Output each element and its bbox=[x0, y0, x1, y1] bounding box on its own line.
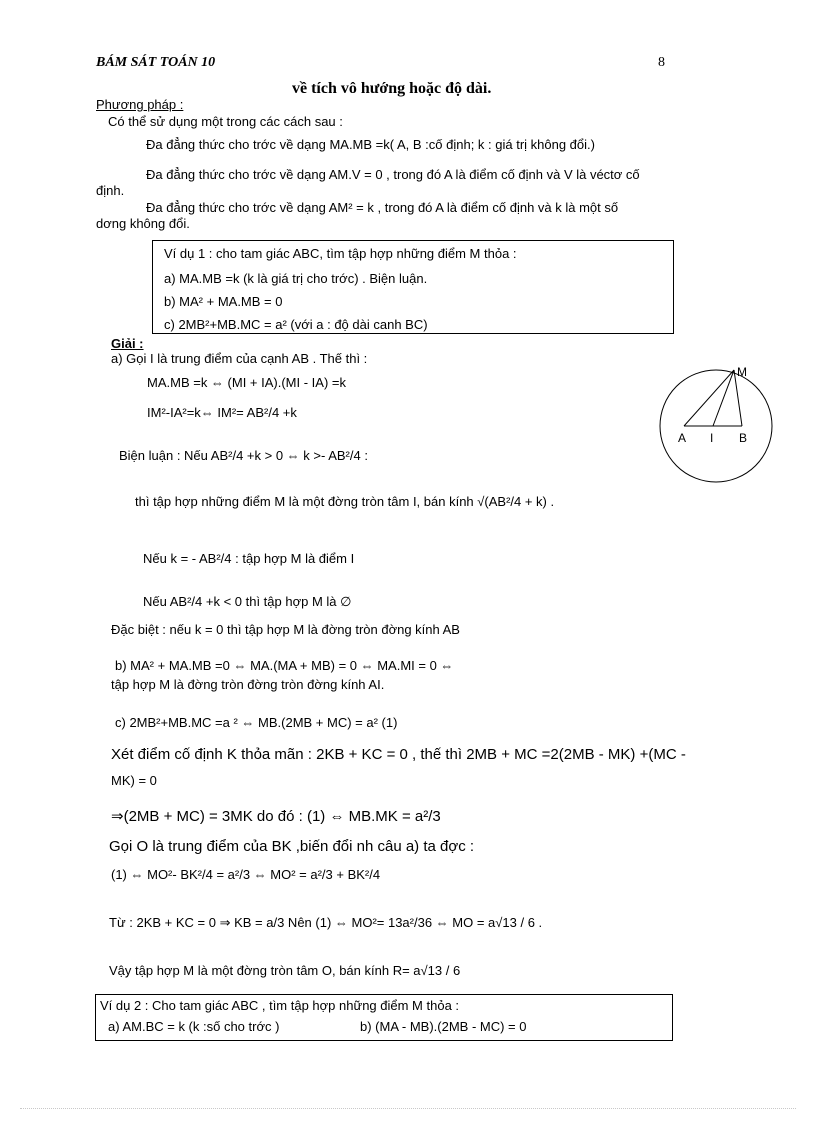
solution-line-14: ⇒(2MB + MC) = 3MK do đó : (1) ⇔ MB.MK = a²/3 bbox=[111, 808, 441, 825]
header-title: BÁM SÁT TOÁN 10 bbox=[96, 55, 216, 70]
solution-line-3: IM²-IA²=k⇔ IM²= AB²/4 +k bbox=[147, 405, 297, 420]
figure-segment-im bbox=[713, 370, 734, 426]
solution-line-2: MA.MB =k ⇔ (MI + IA).(MI - IA) =k bbox=[147, 375, 346, 390]
solution-line-16: (1) ⇔ MO²- BK²/4 = a²/3 ⇔ MO² = a²/3 + BK²/4 bbox=[111, 867, 381, 882]
figure-label-m: M bbox=[737, 365, 747, 379]
circle-figure bbox=[656, 358, 788, 490]
solution-line-10: tập hợp M là đờng tròn đờng tròn đờng kính AI. bbox=[111, 677, 385, 692]
method-intro: Có thể sử dụng một trong các cách sau : bbox=[108, 114, 343, 129]
solution-line-17: Từ : 2KB + KC = 0 ⇒ KB = a/3 Nên (1) ⇔ MO²= 13a²/36 ⇔ MO = a√13 / 6 . bbox=[109, 915, 543, 930]
solution-line-13: MK) = 0 bbox=[111, 773, 157, 788]
method-item-2b: định. bbox=[96, 183, 125, 198]
solution-line-9: b) MA² + MA.MB =0 ⇔ MA.(MA + MB) = 0 ⇔ MA.MI = 0 ⇔ bbox=[115, 658, 454, 673]
solution-line-4: Biện luận : Nếu AB²/4 +k > 0 ⇔ k >- AB²/4 : bbox=[119, 448, 368, 463]
method-item-3a: Đa đẳng thức cho trớc về dạng AM² = k , trong đó A là điểm cố định và k là một số bbox=[146, 200, 619, 215]
example-2-part-a: a) AM.BC = k (k :số cho trớc ) bbox=[108, 1019, 280, 1034]
example-2-title: Ví dụ 2 : Cho tam giác ABC , tìm tập hợp những điểm M thỏa : bbox=[100, 998, 460, 1013]
method-heading: Phương pháp : bbox=[96, 97, 184, 112]
section-title: về tích vô hướng hoặc độ dài. bbox=[292, 80, 492, 97]
example-1-part-b: b) MA² + MA.MB = 0 bbox=[164, 294, 283, 309]
figure-segment-am bbox=[684, 370, 734, 426]
solution-heading: Giải : bbox=[111, 336, 144, 351]
example-1-part-a: a) MA.MB =k (k là giá trị cho trớc) . Biện luận. bbox=[164, 271, 428, 286]
solution-line-5: thì tập hợp những điểm M là một đờng tròn tâm I, bán kính √(AB²/4 + k) . bbox=[135, 494, 555, 509]
figure-label-b: B bbox=[739, 431, 748, 445]
example-1-title: Ví dụ 1 : cho tam giác ABC, tìm tập hợp những điểm M thỏa : bbox=[164, 246, 517, 261]
method-item-1: Đa đẳng thức cho trớc về dạng MA.MB =k( A, B :cố định; k : giá trị không đổi.) bbox=[146, 137, 595, 152]
solution-line-6: Nếu k = - AB²/4 : tập hợp M là điểm I bbox=[143, 551, 355, 566]
method-item-3b: dơng không đổi. bbox=[96, 216, 190, 231]
page-bottom-border bbox=[20, 1108, 796, 1109]
solution-line-15: Gọi O là trung điểm của BK ,biến đổi nh câu a) ta đợc : bbox=[109, 838, 475, 855]
figure-label-i: I bbox=[710, 431, 714, 445]
solution-line-8: Đặc biệt : nếu k = 0 thì tập hợp M là đờng tròn đờng kính AB bbox=[111, 622, 460, 637]
solution-line-18: Vậy tập hợp M là một đờng tròn tâm O, bán kính R= a√13 / 6 bbox=[109, 963, 461, 978]
solution-line-11: c) 2MB²+MB.MC =a ² ⇔ MB.(2MB + MC) = a² (1) bbox=[115, 715, 398, 730]
example-1-part-c: c) 2MB²+MB.MC = a² (với a : độ dài canh BC) bbox=[164, 317, 428, 332]
solution-line-1: a) Gọi I là trung điểm của cạnh AB . Thế thì : bbox=[111, 351, 368, 366]
page-number: 8 bbox=[658, 55, 665, 70]
method-item-2a: Đa đẳng thức cho trớc về dạng AM.V = 0 , trong đó A là điểm cố định và V là véctơ cố bbox=[146, 167, 640, 182]
figure-label-a: A bbox=[678, 431, 687, 445]
solution-line-12: Xét điểm cố định K thỏa mãn : 2KB + KC = 0 , thế thì 2MB + MC =2(2MB - MK) +(MC - bbox=[111, 746, 686, 763]
solution-line-7: Nếu AB²/4 +k < 0 thì tập hợp M là ∅ bbox=[143, 594, 352, 609]
example-2-part-b: b) (MA - MB).(2MB - MC) = 0 bbox=[360, 1019, 527, 1034]
